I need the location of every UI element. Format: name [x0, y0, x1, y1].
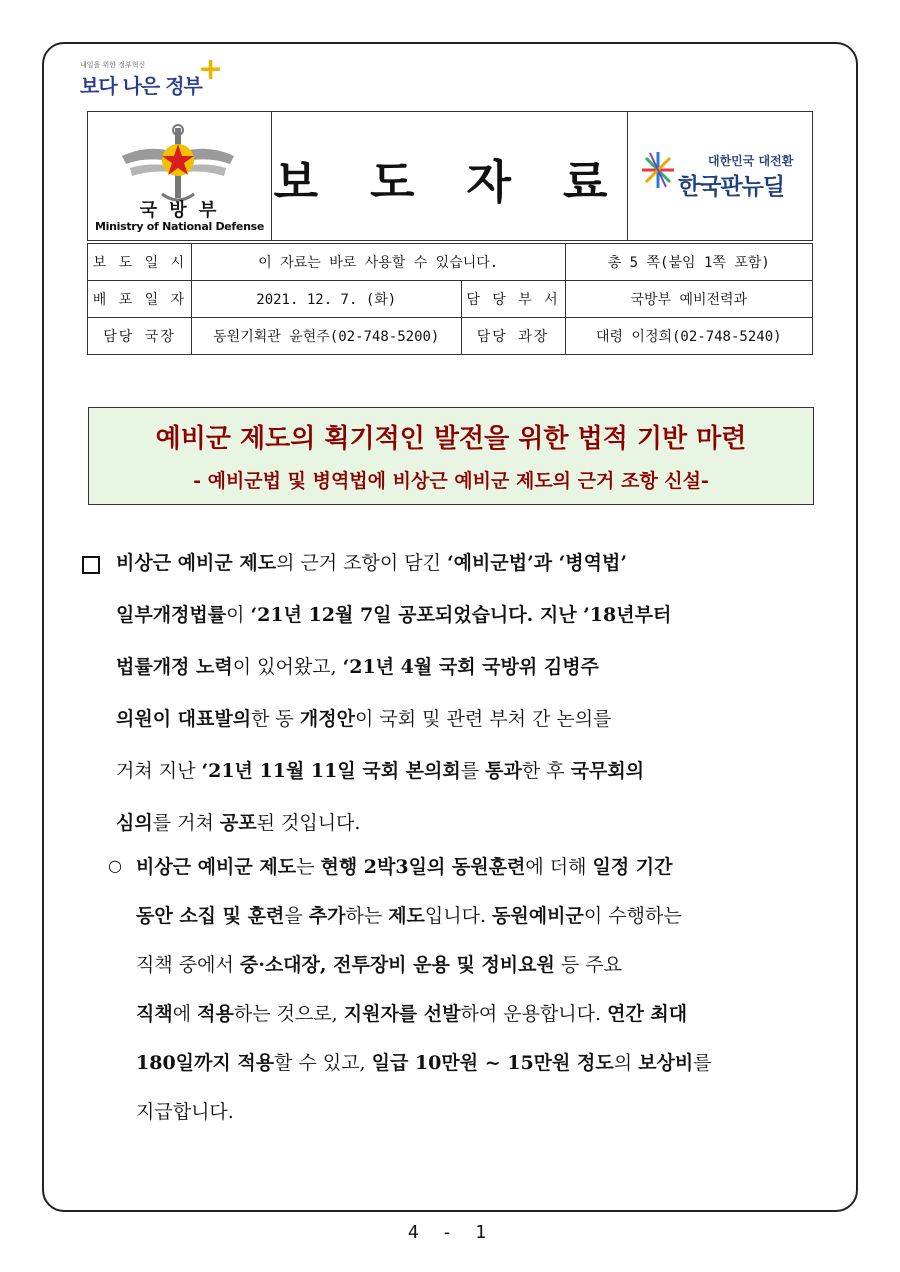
headline-box — [88, 407, 814, 505]
distribution-date-value: 2021. 12. 7. (화) — [191, 281, 461, 318]
table-row — [88, 318, 813, 355]
slogan-small-text: 내일을 위한 정부혁신 — [80, 61, 146, 69]
paragraph-line: 법률개정 노력이 있어왔고, ‘21년 4월 국회 국방위 김병주 — [116, 656, 599, 678]
paragraph-line: 비상근 예비군 제도는 현행 2박3일의 동원훈련에 더해 일정 기간 — [136, 856, 673, 878]
distribution-date-label: 배 포 일 자 — [88, 281, 192, 318]
new-deal-subtitle: 대한민국 대전환 — [708, 154, 794, 168]
ministry-emblem-icon — [118, 122, 238, 204]
table-row — [88, 281, 813, 318]
plus-icon: + — [198, 52, 224, 87]
table-row — [88, 244, 813, 281]
new-deal-title: 한국판뉴딜 — [678, 174, 785, 200]
paragraph-line: 심의를 거쳐 공포된 것입니다. — [116, 812, 361, 834]
release-time-label: 보 도 일 시 — [88, 244, 192, 281]
department-value: 국방부 예비전력과 — [565, 281, 812, 318]
department-label: 담 당 부 서 — [461, 281, 565, 318]
circle-bullet-icon: ○ — [108, 856, 122, 875]
press-release-header — [87, 111, 813, 241]
paragraph-line: 동안 소집 및 훈련을 추가하는 제도입니다. 동원예비군이 수행하는 — [136, 905, 682, 927]
slogan-text: 보다 나은 정부 — [80, 74, 202, 98]
release-info-table — [87, 243, 813, 355]
section-chief-label: 담당 과장 — [461, 318, 565, 355]
paragraph-line: 지급합니다. — [136, 1101, 234, 1123]
paragraph-line: 직책에 적용하는 것으로, 지원자를 선발하여 운용합니다. 연간 최대 — [136, 1003, 688, 1025]
document-title: 보 도 자 료 — [273, 155, 626, 209]
korean-new-deal-logo-cell — [627, 112, 812, 240]
page-count: 총 5 쪽(붙임 1쪽 포함) — [565, 244, 812, 281]
release-time-value: 이 자료는 바로 사용할 수 있습니다. — [191, 244, 565, 281]
paragraph-line: 직책 중에서 중·소대장, 전투장비 운용 및 정비요원 등 주요 — [136, 954, 623, 976]
section-chief-value: 대령 이정희(02-748-5240) — [565, 318, 812, 355]
director-label: 담당 국장 — [88, 318, 192, 355]
subheadline: - 예비군법 및 병역법에 비상근 예비군 제도의 근거 조항 신설- — [193, 470, 709, 492]
ministry-logo-cell — [88, 112, 272, 240]
page-number: 4 - 1 — [407, 1222, 493, 1243]
government-slogan-logo — [80, 52, 224, 104]
paragraph-line: 거쳐 지난 ‘21년 11월 11일 국회 본의회를 통과한 후 국무회의 — [116, 760, 645, 782]
paragraph-line: 의원이 대표발의한 동 개정안이 국회 및 관련 부처 간 논의를 — [116, 708, 612, 730]
checkbox-bullet-icon — [82, 556, 100, 574]
headline: 예비군 제도의 획기적인 발전을 위한 법적 기반 마련 — [155, 424, 747, 454]
ministry-name-korean: 국 방 부 — [139, 200, 220, 221]
new-deal-logo-icon — [640, 150, 676, 190]
paragraph-line: 180일까지 적용할 수 있고, 일급 10만원 ~ 15만원 정도의 보상비를 — [136, 1052, 712, 1074]
paragraph-line: 비상근 예비군 제도의 근거 조항이 담긴 ‘예비군법’과 ‘병역법’ — [116, 552, 627, 574]
director-value: 동원기획관 윤현주(02-748-5200) — [191, 318, 461, 355]
ministry-name-english: Ministry of National Defense — [94, 220, 265, 233]
paragraph-line: 일부개정법률이 ‘21년 12월 7일 공포되었습니다. 지난 ’18년부터 — [116, 604, 672, 626]
